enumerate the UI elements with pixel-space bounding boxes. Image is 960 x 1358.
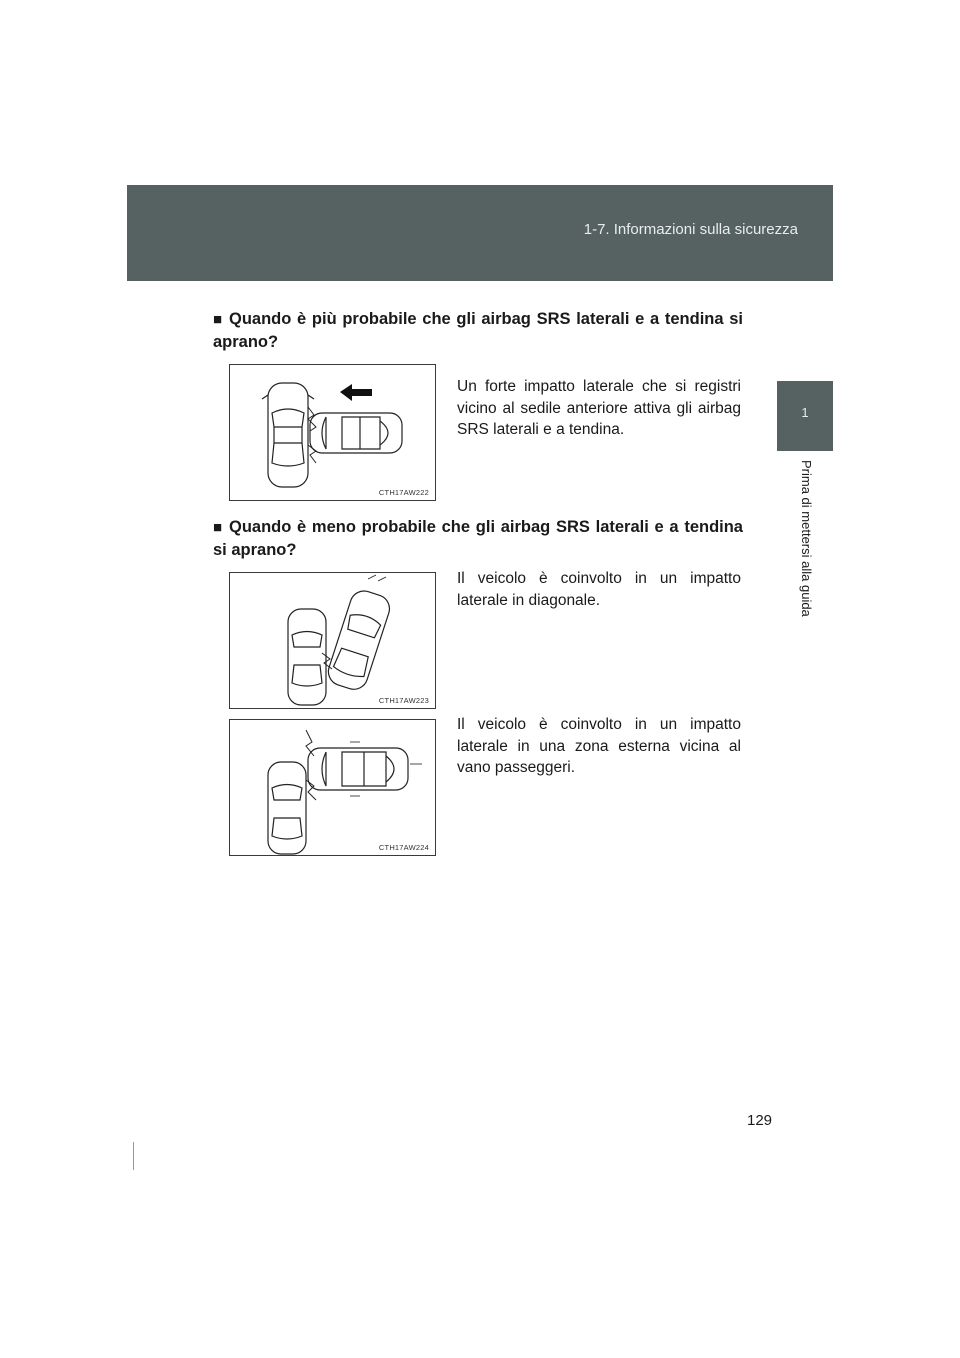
description-3: Il veicolo è coinvolto in un impatto laterale in una zona esterna vicina al vano passeggeri.	[457, 716, 741, 776]
car-collision-illustration	[230, 365, 435, 500]
square-bullet-icon: ■	[213, 311, 223, 328]
section-title: 1-7. Informazioni sulla sicurezza	[583, 221, 798, 238]
figure-side-impact-front	[229, 364, 436, 501]
crop-mark	[133, 1142, 134, 1170]
figure-outer-zone-impact	[229, 719, 436, 856]
page-number: 129	[747, 1112, 773, 1129]
car-collision-illustration	[230, 720, 435, 855]
square-bullet-icon: ■	[213, 519, 223, 536]
description-2: Il veicolo è coinvolto in un impatto laterale in diagonale.	[457, 570, 741, 609]
car-collision-illustration	[230, 573, 435, 708]
question-heading-1: ■ Quando è più probabile che gli airbag SRS laterali e a tendina si aprano?	[213, 310, 743, 351]
chapter-label: Prima di mettersi alla guida	[799, 460, 814, 617]
figure-code: CTH17AW222	[378, 488, 429, 497]
question-heading-2: ■ Quando è meno probabile che gli airbag SRS laterali e a tendina si aprano?	[213, 518, 743, 559]
description-1: Un forte impatto laterale che si registri vicino al sedile anteriore attiva gli airbag SRS laterali e a tendina.	[457, 378, 741, 438]
figure-code: CTH17AW224	[378, 843, 429, 852]
figure-diagonal-impact	[229, 572, 436, 709]
chapter-number: 1	[801, 405, 809, 420]
figure-code: CTH17AW223	[378, 696, 429, 705]
